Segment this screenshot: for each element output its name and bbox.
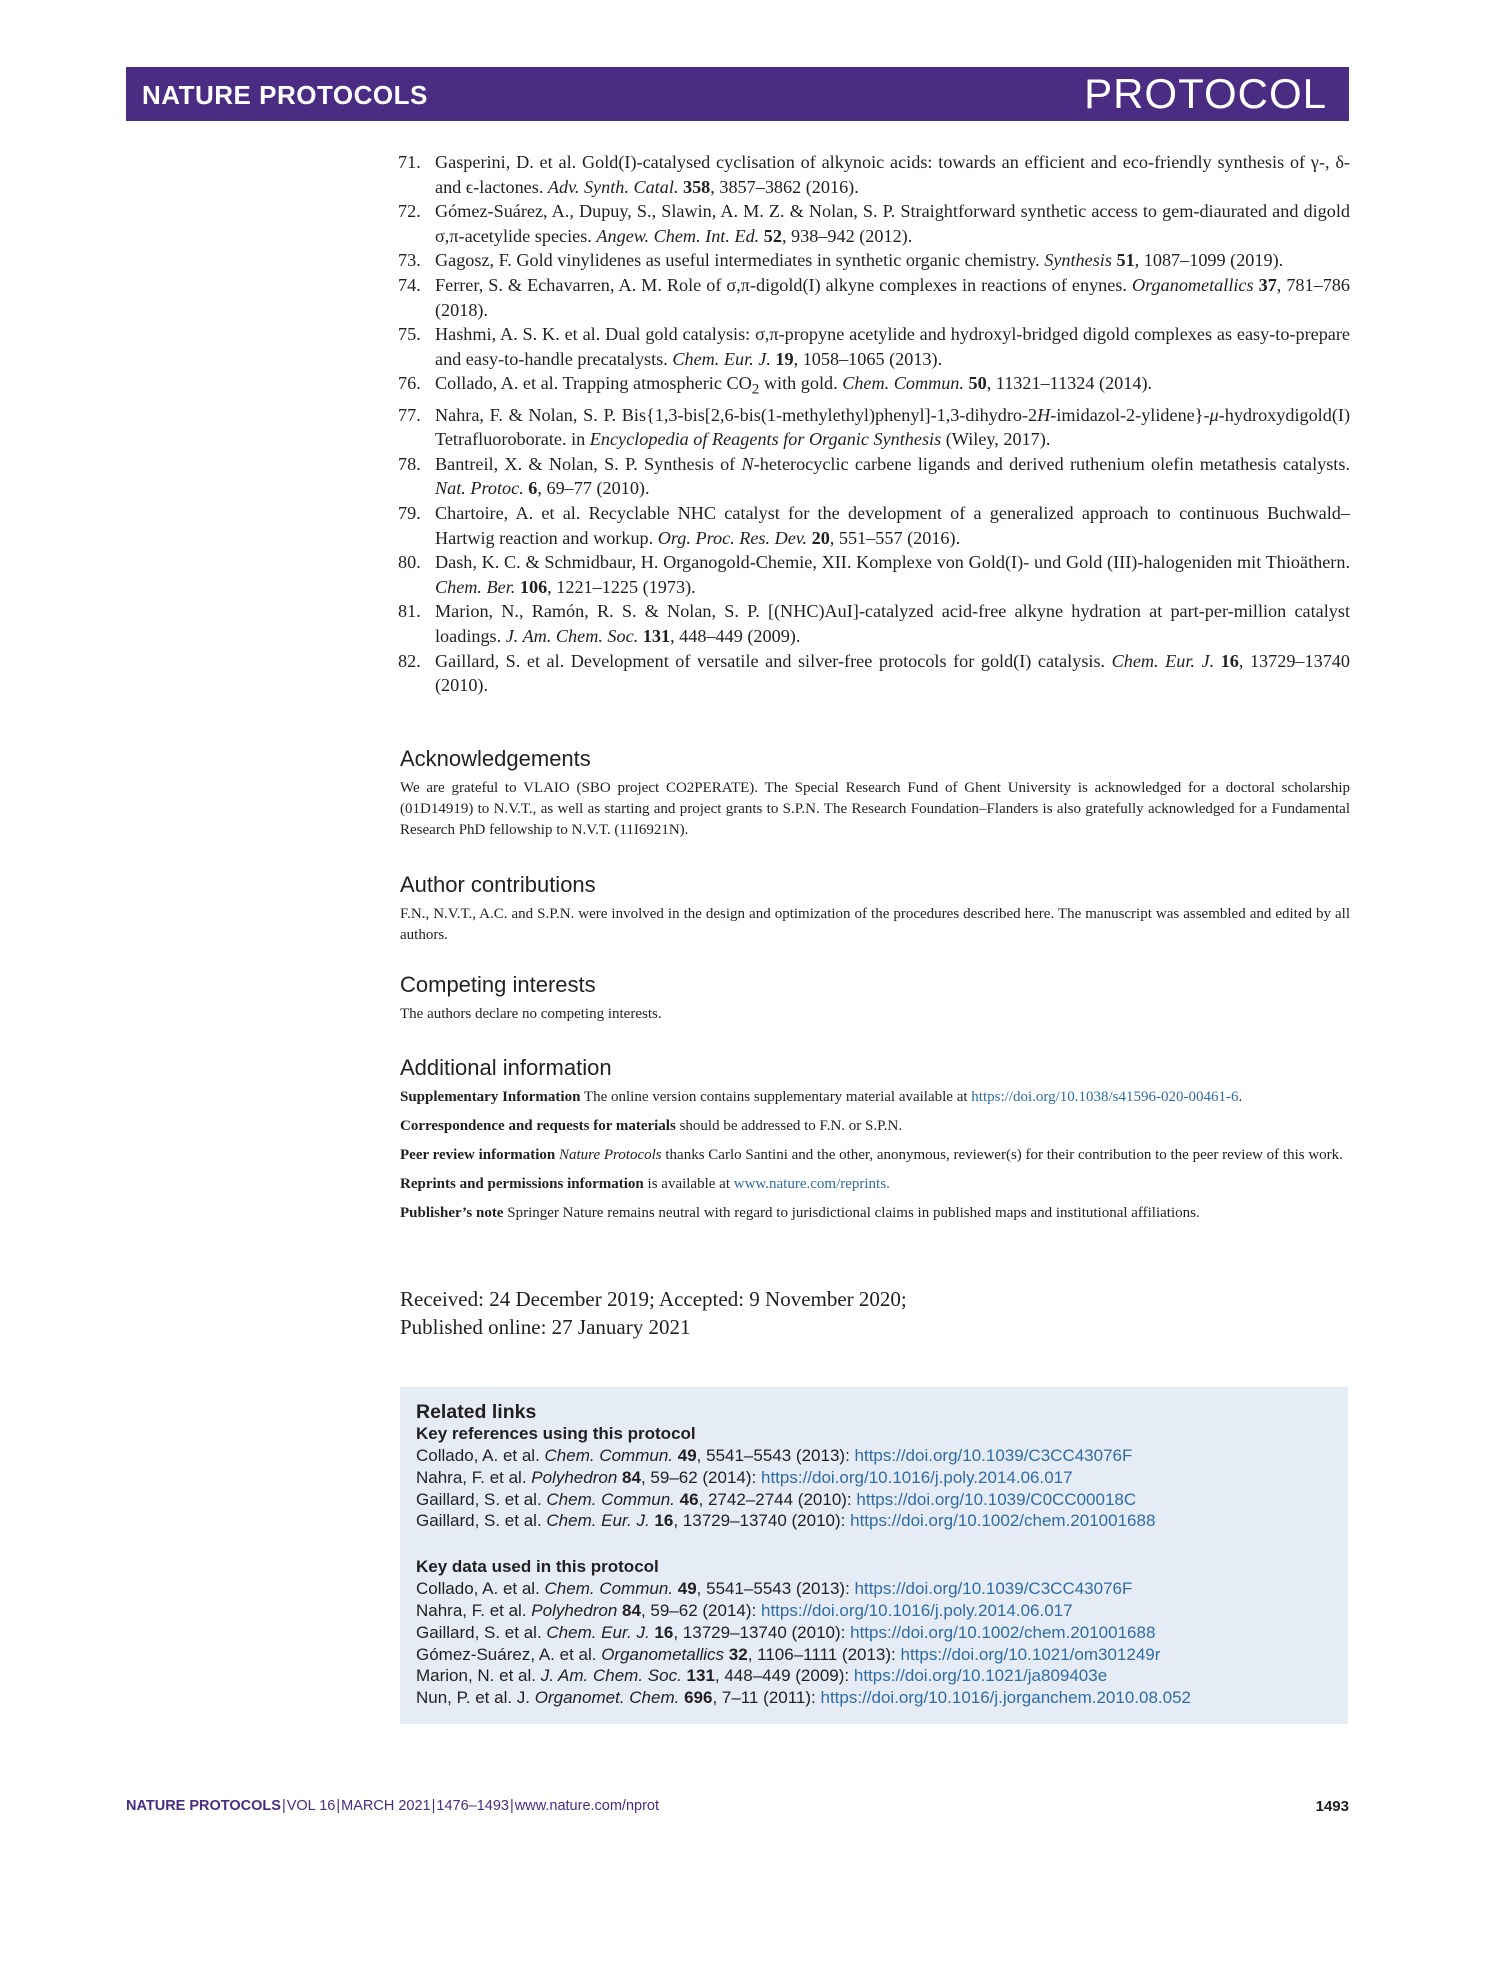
related-link-pages: , 59–62 (2014): bbox=[640, 1467, 761, 1487]
reference-text: , 11321–11324 (2014). bbox=[986, 373, 1153, 394]
reference-italic: Synthesis bbox=[1044, 250, 1112, 271]
related-link-authors: Collado, A. et al. bbox=[416, 1579, 545, 1599]
reference-text: 2 bbox=[751, 380, 760, 398]
article-dates bbox=[400, 1285, 907, 1341]
related-link-url[interactable]: https://doi.org/10.1021/om301249r bbox=[900, 1644, 1161, 1664]
related-link-url[interactable]: https://doi.org/10.1016/j.poly.2014.06.017 bbox=[760, 1600, 1073, 1620]
reference-number: 81. bbox=[398, 601, 421, 622]
related-link-volume: 84 bbox=[622, 1600, 641, 1620]
related-link-item bbox=[416, 1622, 1191, 1644]
related-link-authors: Marion, N. et al. bbox=[416, 1666, 541, 1686]
footer-month: MARCH 2021 bbox=[341, 1798, 431, 1814]
related-link-item bbox=[416, 1510, 1191, 1532]
supplementary-text: The online version contains supplementary material available at bbox=[580, 1089, 972, 1105]
publisher-note-text: Springer Nature remains neutral with regard to jurisdictional claims in published maps and institutional affiliations. bbox=[503, 1205, 1200, 1221]
related-links-title: Related links bbox=[416, 1401, 537, 1423]
reference-item bbox=[398, 649, 1350, 698]
reference-italic: Organometallics bbox=[1132, 274, 1254, 295]
reference-number: 77. bbox=[398, 404, 421, 425]
reference-volume: 50 bbox=[968, 373, 987, 394]
related-link-journal: Chem. Commun. bbox=[544, 1579, 674, 1599]
reference-italic: Chem. Eur. J. bbox=[672, 348, 771, 369]
related-link-item bbox=[416, 1644, 1191, 1666]
related-link-journal: J. Am. Chem. Soc. bbox=[540, 1666, 682, 1686]
footer-pages: 1476–1493 bbox=[436, 1798, 509, 1814]
related-link-volume: 16 bbox=[654, 1622, 674, 1642]
published-online-line: Published online: 27 January 2021 bbox=[400, 1315, 691, 1339]
reference-text: , 448–449 (2009). bbox=[670, 625, 801, 646]
reference-italic: μ bbox=[1209, 404, 1219, 425]
related-link-pages: , 1106–1111 (2013): bbox=[747, 1644, 901, 1664]
correspondence-label: Correspondence and requests for materials bbox=[400, 1118, 676, 1134]
reference-text: -hydroxydigold(I) Tetrafluoroborate. in bbox=[435, 404, 1350, 450]
reference-italic: Chem. Ber. bbox=[435, 576, 516, 597]
acknowledgements-body: We are grateful to VLAIO (SBO project CO2PERATE). The Special Research Fund of Ghent University is acknowledged for a doctoral scholarship (01D14919) to N.V.T., as well as starting and project grants to S.P.N. The Research Foundation–Flanders is also gratefully acknowledged for a Fundamental Research PhD fellowship to N.V.T. (11I6921N). bbox=[400, 780, 1350, 838]
related-link-journal: Chem. Eur. J. bbox=[546, 1622, 650, 1642]
related-link-authors: Nahra, F. et al. bbox=[416, 1600, 532, 1620]
reference-volume: 51 bbox=[1116, 250, 1135, 271]
header-bar bbox=[126, 67, 1349, 121]
related-link-authors: Gaillard, S. et al. bbox=[416, 1622, 547, 1642]
reference-italic: Chem. Eur. J. bbox=[1111, 650, 1215, 671]
article-type: PROTOCOL bbox=[1084, 70, 1327, 117]
reference-item bbox=[398, 248, 1350, 273]
reference-italic: Nat. Protoc. bbox=[435, 478, 524, 499]
reference-text: -heterocyclic carbene ligands and derived ruthenium olefin metathesis catalysts. bbox=[753, 453, 1350, 474]
reference-italic: J. Am. Chem. Soc. bbox=[505, 625, 639, 646]
reference-text: , 1087–1099 (2019). bbox=[1134, 250, 1284, 271]
reference-volume: 358 bbox=[682, 176, 711, 197]
reference-text: , 551–557 (2016). bbox=[829, 527, 961, 548]
related-links-group bbox=[416, 1423, 1191, 1532]
reference-list bbox=[398, 150, 1350, 698]
related-link-item bbox=[416, 1687, 1191, 1709]
reference-text: Bantreil, X. & Nolan, S. P. Synthesis of bbox=[435, 453, 742, 474]
related-link-pages: , 59–62 (2014): bbox=[640, 1600, 761, 1620]
publisher-note bbox=[400, 1203, 1350, 1224]
related-link-item bbox=[416, 1578, 1191, 1600]
related-link-url[interactable]: https://doi.org/10.1021/ja809403e bbox=[853, 1666, 1108, 1686]
reference-text: Marion, N., Ramón, R. S. & Nolan, S. P. [(NHC)AuI]-catalyzed acid-free alkyne hydration at part-per-million catalyst loadings. bbox=[435, 601, 1350, 646]
reference-number: 73. bbox=[398, 250, 421, 271]
reference-text: Dash, K. C. & Schmidbaur, H. Organogold-Chemie, XII. Komplexe von Gold(I)- und Gold (III)-halogeniden mit Thioäthern. bbox=[435, 552, 1350, 573]
reference-text: Gaillard, S. et al. Development of versatile and silver-free protocols for gold(I) catalysis. bbox=[435, 650, 1112, 671]
related-link-volume: 49 bbox=[677, 1579, 697, 1599]
reference-text: Collado, A. et al. Trapping atmospheric CO bbox=[435, 373, 752, 394]
author-contributions-title: Author contributions bbox=[400, 872, 596, 897]
reference-volume: 19 bbox=[775, 348, 794, 369]
correspondence-info bbox=[400, 1116, 1350, 1137]
reference-number: 75. bbox=[398, 324, 421, 345]
peer-review-label: Peer review information bbox=[400, 1147, 556, 1163]
reference-text: Gagosz, F. Gold vinylidenes as useful intermediates in synthetic organic chemistry. bbox=[435, 250, 1045, 271]
related-link-item bbox=[416, 1489, 1191, 1511]
related-link-volume: 84 bbox=[622, 1467, 641, 1487]
related-link-item bbox=[416, 1467, 1191, 1489]
journal-name: NATURE PROTOCOLS bbox=[142, 80, 428, 110]
reference-item bbox=[398, 599, 1350, 648]
reference-italic: Adv. Synth. Catal. bbox=[547, 176, 679, 197]
reference-item bbox=[398, 273, 1350, 322]
related-link-volume: 16 bbox=[654, 1511, 674, 1531]
competing-interests-section bbox=[400, 972, 1350, 1025]
reference-item bbox=[398, 150, 1350, 199]
author-contributions-section bbox=[400, 872, 1350, 946]
related-link-pages: , 448–449 (2009): bbox=[714, 1666, 854, 1686]
reference-item bbox=[398, 452, 1350, 501]
reference-volume: 20 bbox=[811, 527, 830, 548]
correspondence-text: should be addressed to F.N. or S.P.N. bbox=[675, 1118, 903, 1134]
reference-text: , 1221–1225 (1973). bbox=[547, 576, 696, 597]
related-link-volume: 131 bbox=[686, 1666, 715, 1686]
additional-information-title: Additional information bbox=[400, 1055, 612, 1080]
related-link-volume: 32 bbox=[728, 1644, 748, 1664]
peer-review-text: thanks Carlo Santini and the other, anonymous, reviewer(s) for their contribution to the peer review of this work. bbox=[661, 1147, 1343, 1163]
supplementary-label: Supplementary Information bbox=[400, 1089, 581, 1105]
reference-text: Gómez-Suárez, A., Dupuy, S., Slawin, A. M. Z. & Nolan, S. P. Straightforward synthetic access to gem-diaurated and digold σ,π-acetylide species. bbox=[435, 201, 1350, 246]
footer-separator: | bbox=[336, 1798, 341, 1814]
reference-text: with gold. bbox=[759, 373, 843, 394]
related-link-volume: 696 bbox=[684, 1688, 713, 1708]
reference-number: 74. bbox=[398, 274, 421, 295]
reprints-info bbox=[400, 1174, 1350, 1195]
related-links-panel bbox=[400, 1387, 1348, 1724]
related-link-authors: Gómez-Suárez, A. et al. bbox=[416, 1644, 602, 1664]
reference-text: Gasperini, D. et al. Gold(I)-catalysed cyclisation of alkynoic acids: towards an efficient and eco-friendly synthesis of γ-, δ- and ϵ-lactones. bbox=[435, 152, 1350, 197]
supplementary-end: . bbox=[1238, 1089, 1243, 1105]
related-link-journal: Polyhedron bbox=[531, 1467, 618, 1487]
reference-text: , 3857–3862 (2016). bbox=[710, 176, 859, 197]
supplementary-info bbox=[400, 1087, 1350, 1108]
reference-number: 79. bbox=[398, 502, 421, 523]
related-link-authors: Nun, P. et al. J. bbox=[416, 1688, 535, 1708]
reference-number: 78. bbox=[398, 453, 421, 474]
reference-text: , 13729–13740 (2010). bbox=[435, 650, 1350, 696]
reference-text: Nahra, F. & Nolan, S. P. Bis{1,3-bis[2,6-bis(1-methylethyl)phenyl]-1,3-dihydro-2 bbox=[435, 404, 1038, 425]
related-link-journal: Chem. Commun. bbox=[546, 1489, 675, 1509]
related-links-content bbox=[416, 1401, 1191, 1709]
peer-review-journal: Nature Protocols bbox=[558, 1147, 662, 1163]
related-link-pages: , 2742–2744 (2010): bbox=[698, 1489, 857, 1509]
related-link-url[interactable]: https://doi.org/10.1016/j.jorganchem.2010.08.052 bbox=[820, 1688, 1191, 1708]
related-links-group-title: Key data used in this protocol bbox=[416, 1557, 659, 1577]
related-link-url[interactable]: https://doi.org/10.1016/j.poly.2014.06.017 bbox=[760, 1467, 1073, 1487]
related-link-item bbox=[416, 1445, 1191, 1467]
related-link-pages: , 7–11 (2011): bbox=[712, 1688, 821, 1708]
reference-item bbox=[398, 501, 1350, 550]
related-link-authors: Collado, A. et al. bbox=[416, 1446, 545, 1465]
reference-number: 80. bbox=[398, 552, 421, 573]
additional-information-section bbox=[400, 1055, 1350, 1232]
page-footer bbox=[126, 1798, 1349, 1814]
reference-italic: N bbox=[741, 453, 754, 474]
reference-volume: 6 bbox=[528, 478, 538, 499]
related-link-url[interactable]: https://doi.org/10.1002/chem.201001688 bbox=[850, 1511, 1156, 1531]
related-link-journal: Organomet. Chem. bbox=[534, 1688, 680, 1708]
related-link-item bbox=[416, 1600, 1191, 1622]
reference-text: (Wiley, 2017). bbox=[941, 429, 1051, 450]
peer-review-info bbox=[400, 1145, 1350, 1166]
page-number: 1493 bbox=[1315, 1798, 1349, 1815]
footer-separator: | bbox=[431, 1798, 436, 1814]
publisher-note-label: Publisher’s note bbox=[400, 1205, 504, 1221]
acknowledgements-title: Acknowledgements bbox=[400, 746, 591, 771]
related-link-journal: Polyhedron bbox=[531, 1600, 618, 1620]
related-link-journal: Chem. Commun. bbox=[544, 1446, 674, 1465]
reference-text: Chartoire, A. et al. Recyclable NHC catalyst for the development of a generalized approach to continuous Buchwald–Hartwig reaction and workup. bbox=[435, 502, 1350, 548]
reference-volume: 37 bbox=[1258, 274, 1277, 295]
related-link-url[interactable]: https://doi.org/10.1039/C3CC43076F bbox=[854, 1446, 1133, 1465]
reference-volume: 16 bbox=[1220, 650, 1239, 671]
related-link-pages: , 13729–13740 (2010): bbox=[673, 1622, 851, 1642]
reference-number: 76. bbox=[398, 373, 421, 394]
supplementary-link[interactable]: https://doi.org/10.1038/s41596-020-00461-6 bbox=[971, 1089, 1239, 1105]
related-link-url[interactable]: https://doi.org/10.1039/C0CC00018C bbox=[856, 1489, 1137, 1509]
reference-number: 72. bbox=[398, 201, 421, 222]
reprints-text: is available at bbox=[643, 1176, 734, 1192]
related-link-pages: , 5541–5543 (2013): bbox=[696, 1579, 855, 1599]
related-link-pages: , 5541–5543 (2013): bbox=[696, 1446, 855, 1465]
related-link-authors: Nahra, F. et al. bbox=[416, 1467, 532, 1487]
reference-volume: 52 bbox=[763, 225, 782, 246]
reference-item bbox=[398, 371, 1350, 402]
reference-volume: 106 bbox=[519, 576, 548, 597]
reference-italic: Encyclopedia of Reagents for Organic Synthesis bbox=[589, 429, 942, 450]
related-link-authors: Gaillard, S. et al. bbox=[416, 1489, 547, 1509]
competing-interests-title: Competing interests bbox=[400, 972, 596, 997]
related-link-journal: Chem. Eur. J. bbox=[546, 1511, 650, 1531]
related-link-item bbox=[416, 1665, 1191, 1687]
related-link-authors: Gaillard, S. et al. bbox=[416, 1511, 547, 1531]
reference-italic: H bbox=[1037, 404, 1051, 425]
author-contributions-body: F.N., N.V.T., A.C. and S.P.N. were involved in the design and optimization of the procedures described here. The manuscript was assembled and edited by all authors. bbox=[400, 906, 1350, 943]
reference-text: -imidazol-2-ylidene}- bbox=[1050, 404, 1210, 425]
related-link-journal: Organometallics bbox=[601, 1644, 725, 1664]
competing-interests-body: The authors declare no competing interests. bbox=[400, 1006, 662, 1022]
footer-separator: | bbox=[281, 1798, 286, 1814]
footer-volume: VOL 16 bbox=[286, 1798, 336, 1814]
reference-volume: 131 bbox=[642, 625, 671, 646]
related-link-url[interactable]: https://doi.org/10.1039/C3CC43076F bbox=[854, 1579, 1133, 1599]
related-link-volume: 46 bbox=[679, 1489, 699, 1509]
reference-italic: Chem. Commun. bbox=[842, 373, 964, 394]
related-link-url[interactable]: https://doi.org/10.1002/chem.201001688 bbox=[850, 1622, 1156, 1642]
reference-item bbox=[398, 403, 1350, 452]
footer-journal: NATURE PROTOCOLS bbox=[126, 1798, 281, 1814]
reference-number: 71. bbox=[398, 152, 421, 172]
reprints-link[interactable]: www.nature.com/reprints. bbox=[733, 1176, 890, 1192]
footer-url[interactable]: www.nature.com/nprot bbox=[514, 1798, 660, 1814]
related-links-group-title: Key references using this protocol bbox=[416, 1424, 696, 1443]
reference-item bbox=[398, 199, 1350, 248]
reference-item bbox=[398, 322, 1350, 371]
reference-number: 82. bbox=[398, 650, 421, 671]
reference-italic: Org. Proc. Res. Dev. bbox=[657, 527, 808, 548]
reference-text: Ferrer, S. & Echavarren, A. M. Role of σ,π-digold(I) alkyne complexes in reactions of enynes. bbox=[435, 274, 1132, 295]
acknowledgements-section bbox=[400, 746, 1350, 841]
reference-item bbox=[398, 550, 1350, 599]
reference-text: , 69–77 (2010). bbox=[537, 478, 650, 499]
reference-text: , 938–942 (2012). bbox=[781, 225, 913, 246]
related-link-pages: , 13729–13740 (2010): bbox=[673, 1511, 851, 1531]
reference-text: Hashmi, A. S. K. et al. Dual gold catalysis: σ,π-propyne acetylide and hydroxyl-bridged digold complexes as easy-to-prepare and easy-to-handle precatalysts. bbox=[435, 324, 1350, 369]
related-link-volume: 49 bbox=[677, 1446, 697, 1465]
reference-text: , 1058–1065 (2013). bbox=[793, 348, 943, 369]
received-accepted-line: Received: 24 December 2019; Accepted: 9 November 2020; bbox=[400, 1287, 907, 1311]
reprints-label: Reprints and permissions information bbox=[400, 1176, 644, 1192]
reference-italic: Angew. Chem. Int. Ed. bbox=[596, 225, 760, 246]
footer-separator: | bbox=[509, 1798, 514, 1814]
reference-text: , 781–786 (2018). bbox=[435, 274, 1350, 320]
related-links-group bbox=[416, 1556, 1191, 1709]
